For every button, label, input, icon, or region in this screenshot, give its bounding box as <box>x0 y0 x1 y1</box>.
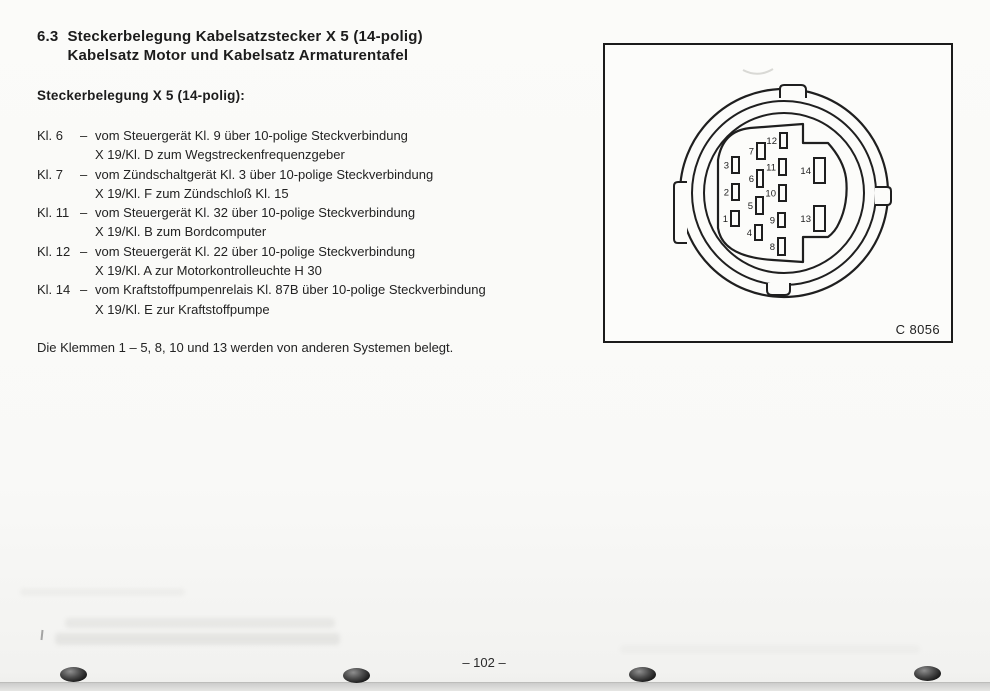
key-tab-left <box>674 182 687 243</box>
figure-code: C 8056 <box>895 322 940 337</box>
connector-pin-number: 4 <box>746 228 752 239</box>
assignment-line1: vom Kraftstoffpumpenrelais Kl. 87B über 10-polige Steckverbindung <box>95 282 486 298</box>
connector-pin <box>756 197 763 214</box>
pin-assignment-row <box>37 126 486 165</box>
connector-pin <box>779 159 786 175</box>
pin-label: Kl. 6 <box>37 128 64 143</box>
pin-label: Kl. 11 <box>37 205 70 221</box>
connector-pin <box>732 184 739 200</box>
binder-hole <box>914 666 941 681</box>
page-bottom-shadow <box>0 682 990 691</box>
section-title <box>67 27 422 65</box>
pin-assignment-text <box>95 126 486 165</box>
binder-hole <box>629 667 656 682</box>
connector-pin <box>779 185 786 201</box>
pin-assignment-row <box>37 280 486 319</box>
dash: – <box>80 243 88 259</box>
page-number: – 102 – <box>462 655 506 670</box>
connector-pin-number: 12 <box>766 136 777 147</box>
pin-assignment-text <box>95 242 486 281</box>
assignment-line1: vom Zündschaltgerät Kl. 3 über 10-polige Steckverbindung <box>95 166 434 182</box>
scan-artifact <box>65 618 335 628</box>
scan-artifact <box>620 645 920 654</box>
connector-pin-number: 2 <box>723 187 729 199</box>
connector-pin-number: 10 <box>765 188 776 200</box>
section-title-line2: Kabelsatz Motor und Kabelsatz Armaturentafel <box>67 47 409 64</box>
connector-pin-number: 7 <box>748 146 754 158</box>
pin-label: Kl. 14 <box>37 282 71 298</box>
dash: – <box>80 282 88 298</box>
pin-assignment-list <box>37 126 486 319</box>
pin-assignment-text <box>95 280 486 319</box>
key-tab-bottom <box>767 283 790 295</box>
connector-pin <box>780 133 787 148</box>
connector-pin-number: 1 <box>722 214 728 225</box>
connector-pin <box>755 225 762 240</box>
connector-figure <box>603 43 953 343</box>
pin-label: Kl. 12 <box>37 243 71 259</box>
assignment-line1: vom Steuergerät Kl. 9 über 10-polige Steckverbindung <box>95 128 408 143</box>
connector-pin-number: 14 <box>800 166 811 177</box>
connector-pin <box>757 143 765 159</box>
note: Die Klemmen 1 – 5, 8, 10 und 13 werden von anderen Systemen belegt. <box>37 340 454 355</box>
connector-pin <box>778 238 785 255</box>
connector-diagram <box>605 45 951 341</box>
connector-pin <box>731 211 739 226</box>
assignment-line1: vom Steuergerät Kl. 22 über 10-polige Steckverbindung <box>95 243 416 259</box>
connector-pin-number: 8 <box>769 242 775 253</box>
connector-pin-number: 3 <box>723 160 729 172</box>
pin-assignment-text <box>95 165 486 204</box>
assignment-line2: X 19/Kl. B zum Bordcomputer <box>95 224 267 240</box>
section-title-line1: Steckerbelegung Kabelsatzstecker X 5 (14-polig) <box>67 28 423 45</box>
assignment-line1: vom Steuergerät Kl. 32 über 10-polige Steckverbindung <box>95 205 416 221</box>
connector-pin <box>732 157 739 173</box>
connector-pin <box>778 213 785 227</box>
scan-artifact <box>40 630 43 640</box>
dash: – <box>80 205 88 221</box>
scan-artifact <box>743 69 773 74</box>
dash: – <box>80 128 88 143</box>
pin-assignment-text <box>95 203 486 242</box>
assignment-line2: X 19/Kl. F zum Zündschloß Kl. 15 <box>95 185 289 201</box>
section-heading <box>37 27 423 65</box>
pin-assignment-row <box>37 165 486 204</box>
scan-artifact <box>55 633 340 645</box>
connector-pin-number: 9 <box>769 215 775 227</box>
scan-artifact <box>20 588 185 596</box>
dash: – <box>80 166 88 182</box>
subheading: Steckerbelegung X 5 (14-polig): <box>37 88 245 103</box>
connector-pin <box>814 158 825 183</box>
section-number: 6.3 <box>37 28 59 45</box>
assignment-line2: X 19/Kl. E zur Kraftstoffpumpe <box>95 301 270 317</box>
assignment-line2: X 19/Kl. A zur Motorkontrolleuchte H 30 <box>95 263 322 279</box>
connector-pin <box>814 206 825 231</box>
connector-pin-number: 13 <box>800 214 811 225</box>
connector-pin-number: 5 <box>747 201 753 212</box>
connector-pin-number: 11 <box>766 162 776 174</box>
key-tab-top <box>780 85 806 98</box>
pin-assignment-row <box>37 203 486 242</box>
key-tab-right <box>875 187 891 205</box>
pin-assignment-row <box>37 242 486 281</box>
binder-hole <box>343 668 370 683</box>
pin-label: Kl. 7 <box>37 166 64 182</box>
connector-pin <box>757 170 763 187</box>
binder-hole <box>60 667 87 682</box>
connector-pin-number: 6 <box>748 174 754 185</box>
assignment-line2: X 19/Kl. D zum Wegstreckenfrequenzgeber <box>95 147 345 163</box>
